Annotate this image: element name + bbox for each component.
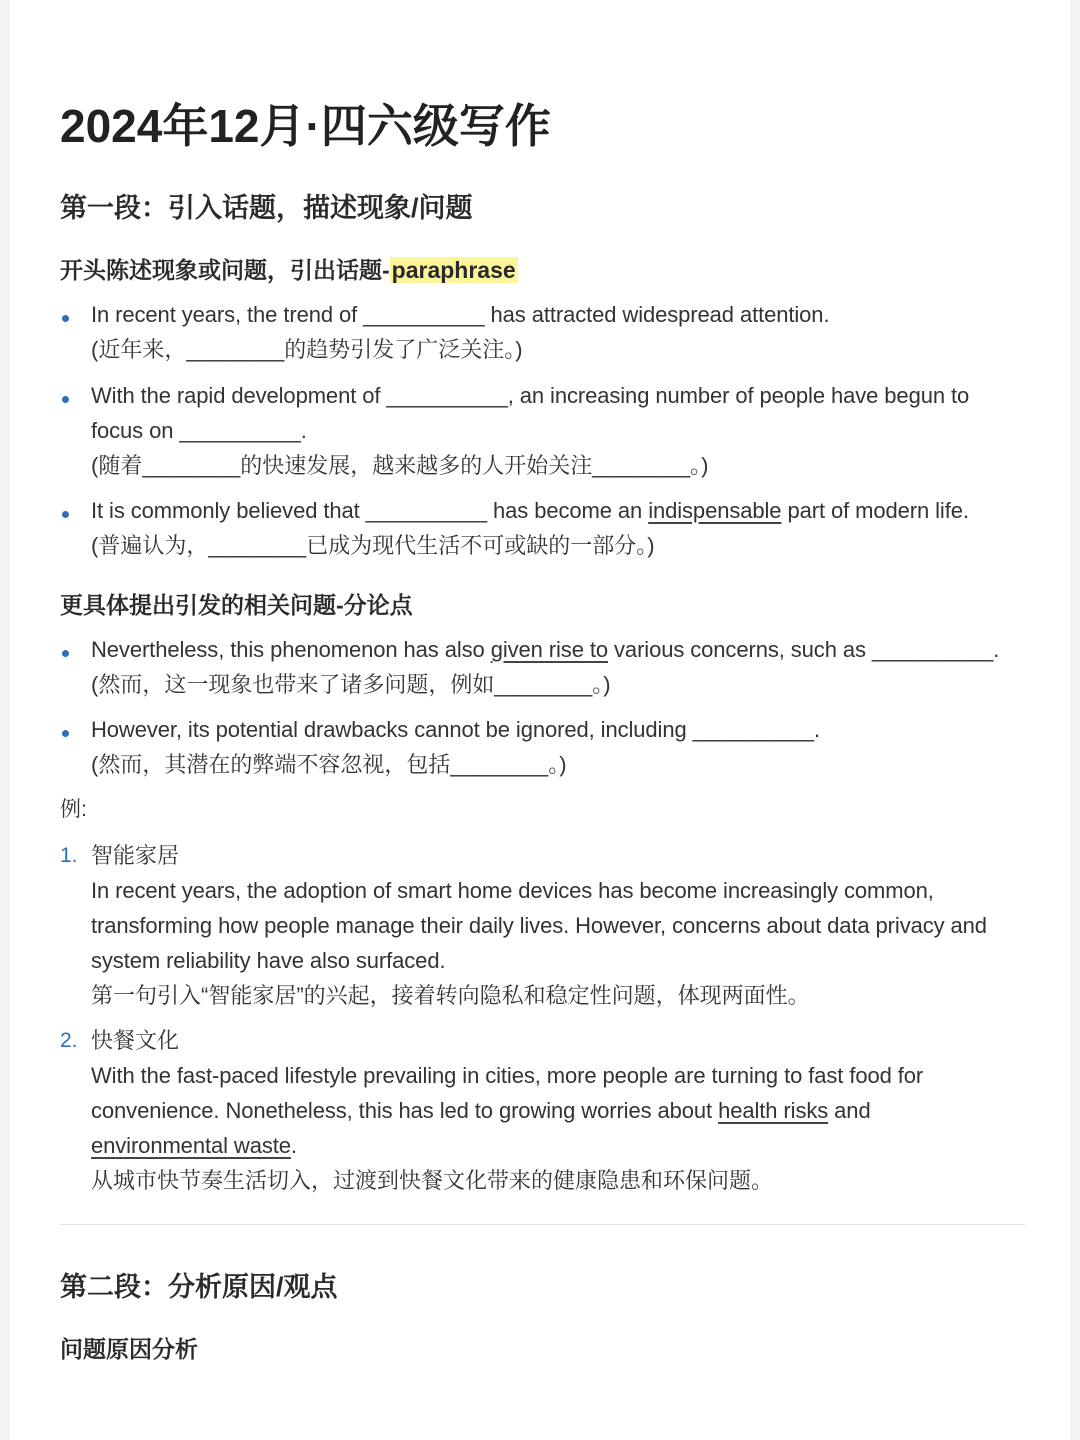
bullet-icon (62, 378, 82, 413)
document-page (10, 0, 1070, 1440)
list-number: 1. (60, 844, 78, 867)
list-number: 2. (60, 1029, 78, 1052)
section1-sub2-heading: 更具体提出引发的相关问题-分论点 (60, 592, 413, 618)
underlined-phrase: health risks (718, 1098, 829, 1123)
bullet-icon (62, 297, 82, 332)
underlined-phrase: given rise to (490, 637, 609, 662)
bullet-item (60, 632, 1025, 702)
bullet-item (60, 297, 1020, 367)
example-note: 从城市快节奏生活切入，过渡到快餐文化带来的健康隐患和环保问题。 (91, 1168, 774, 1193)
example-label: 例: (60, 798, 87, 821)
example-topic: 快餐文化 (91, 1028, 180, 1053)
bullet-en-text: Nevertheless, this phenomenon has also given rise to various concerns, such as __________. (91, 637, 1000, 662)
bullet-zh-text: (随着________的快速发展，越来越多的人开始关注________。) (91, 453, 709, 478)
example-topic: 智能家居 (91, 843, 180, 868)
underlined-phrase: environmental waste (91, 1133, 291, 1158)
bullet-item (60, 493, 1020, 563)
page-title: 2024年12月·四六级写作 (60, 100, 551, 152)
section1-heading: 第一段：引入话题，描述现象/问题 (60, 193, 473, 223)
sub1-heading-text: 开头陈述现象或问题，引出话题- (60, 257, 390, 283)
bullet-en-text: It is commonly believed that __________ has become an indispensable part of modern life. (91, 498, 969, 523)
underlined-phrase: indispensable (648, 498, 782, 523)
bullet-en-text: However, its potential drawbacks cannot be ignored, including __________. (91, 717, 820, 742)
bullet-zh-text: (然而，其潜在的弊端不容忽视，包括________。) (91, 752, 567, 777)
bullet-en-text: In recent years, the trend of __________ has attracted widespread attention. (91, 302, 830, 327)
example-item (60, 838, 1010, 1013)
section1-sub1-heading (60, 252, 518, 288)
bullet-zh-text: (然而，这一现象也带来了诸多问题，例如________。) (91, 672, 611, 697)
bullet-zh-text: (普遍认为，________已成为现代生活不可或缺的一部分。) (91, 533, 655, 558)
example-note: 第一句引入“智能家居”的兴起，接着转向隐私和稳定性问题，体现两面性。 (91, 983, 810, 1008)
bullet-item (60, 712, 1020, 782)
highlight-paraphrase: paraphrase (391, 257, 516, 283)
bullet-en-text: With the rapid development of __________, an increasing number of people have begun to focus on __________. (91, 383, 970, 443)
section2-sub1-heading: 问题原因分析 (60, 1336, 198, 1362)
example-en-text: With the fast-paced lifestyle prevailing in cities, more people are turning to fast food for convenience. Nonetheless, this has led to growing worries about health risks and environmental waste. (91, 1063, 924, 1158)
example-item (60, 1023, 950, 1198)
bullet-zh-text: (近年来，________的趋势引发了广泛关注。) (91, 337, 523, 362)
section2-heading: 第二段：分析原因/观点 (60, 1272, 338, 1302)
bullet-item (60, 378, 1010, 483)
example-en-text: In recent years, the adoption of smart home devices has become increasingly common, transforming how people manage their daily lives. However, concerns about data privacy and system reliability have also surfaced. (91, 878, 987, 973)
section-divider (60, 1224, 1025, 1225)
bullet-icon (62, 712, 82, 747)
bullet-icon (62, 632, 82, 667)
bullet-icon (62, 493, 82, 528)
